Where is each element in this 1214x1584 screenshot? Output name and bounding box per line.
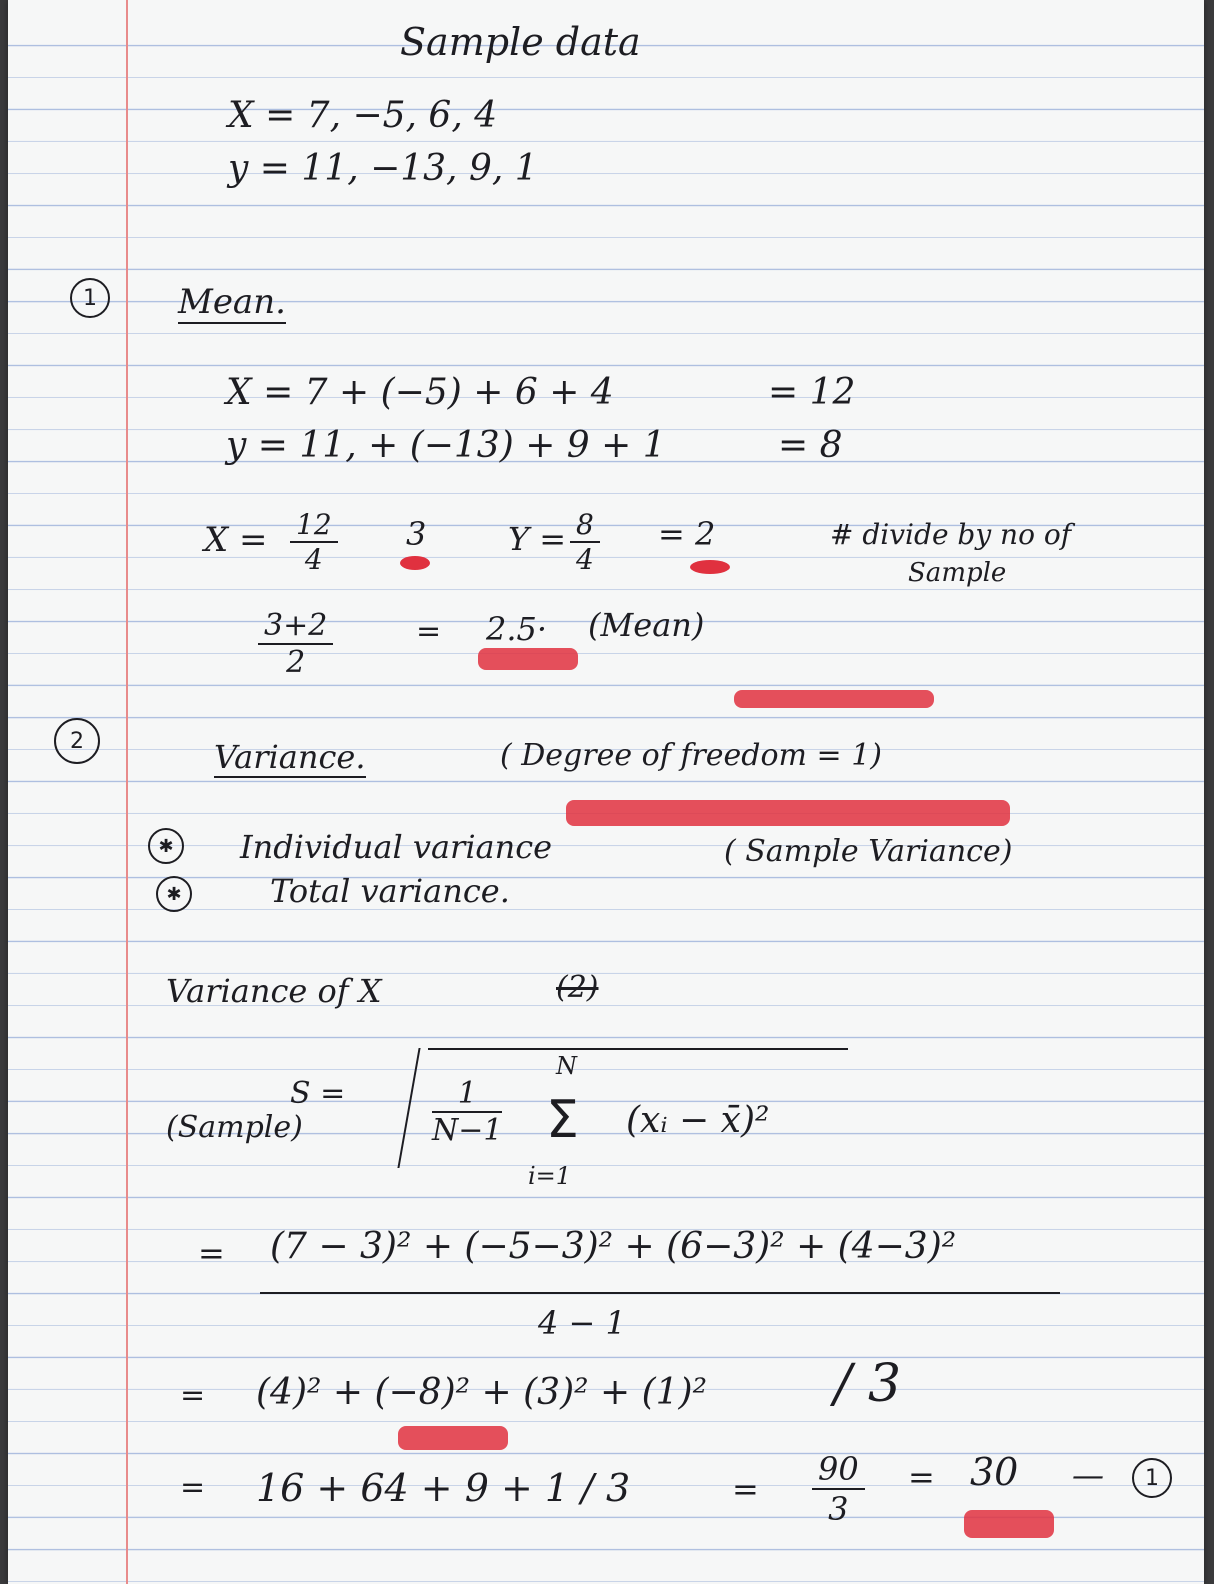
sqrt-stem — [397, 1048, 420, 1168]
step1-fraction-bar — [260, 1292, 1060, 1294]
section-number-2 — [54, 718, 100, 764]
step2-equals: = — [180, 1378, 206, 1413]
step1-numerator: (7 − 3)² + (−5−3)² + (6−3)² + (4−3)² — [270, 1226, 957, 1267]
mean-heading: Mean. — [178, 282, 286, 322]
average-num: 3+2 — [258, 608, 333, 645]
sigma-top: N — [556, 1052, 577, 1080]
formula-frac-num: 1 — [432, 1076, 502, 1113]
formula-frac-den: N−1 — [432, 1113, 503, 1148]
formula-fraction — [432, 1076, 502, 1148]
mean-result-label: (Mean) — [588, 606, 705, 644]
x-data-line: X = 7, −5, 6, 4 — [228, 95, 498, 136]
y-mean-den: 4 — [576, 543, 594, 576]
formula-s-label: S = — [290, 1076, 346, 1111]
x-sum-result: = 12 — [768, 372, 856, 413]
section-number-1 — [70, 278, 110, 318]
step3-expression: 16 + 64 + 9 + 1 / 3 — [256, 1466, 631, 1510]
mean-result: 2.5· — [486, 610, 548, 648]
y-mean-label: Y = — [508, 520, 567, 558]
final-dash: — — [1072, 1456, 1104, 1494]
step3-equals-3: = — [908, 1458, 935, 1496]
step1-equals: = — [198, 1234, 225, 1272]
variance-of-x: Variance of X — [166, 972, 382, 1010]
dof-note: ( Degree of freedom = 1) — [500, 738, 883, 773]
mean-label-highlight — [734, 690, 934, 708]
bullet-1-symbol: ✱ — [158, 835, 174, 857]
equation-ref-1 — [1132, 1458, 1172, 1498]
section-number-1-text: 1 — [83, 285, 97, 311]
x-mean-den: 4 — [304, 543, 323, 576]
x-sum: X = 7 + (−5) + 6 + 4 — [226, 372, 614, 413]
y-mean-highlight — [690, 560, 730, 574]
x-mean-fraction — [290, 508, 338, 576]
crossed-out-note: (2) — [556, 970, 599, 1005]
average-equals: = — [416, 614, 442, 649]
average-den: 2 — [286, 645, 306, 680]
y-mean-num: 8 — [570, 508, 600, 543]
equation-ref-1-text: 1 — [1145, 1465, 1159, 1491]
step2-highlight — [398, 1426, 508, 1450]
formula-sample-label: (Sample) — [166, 1110, 303, 1145]
step1-denominator: 4 − 1 — [538, 1304, 626, 1342]
sigma-symbol: Σ — [546, 1090, 579, 1150]
page-title: Sample data — [400, 20, 641, 64]
bullet-2-icon — [156, 876, 192, 912]
x-mean-num: 12 — [290, 508, 338, 543]
section-number-2-text: 2 — [70, 728, 84, 754]
divide-comment-2: Sample — [908, 558, 1007, 588]
y-sum: y = 11, + (−13) + 9 + 1 — [226, 425, 666, 466]
bullet-individual-variance: Individual variance — [240, 828, 553, 866]
step3-equals: = — [180, 1470, 206, 1505]
step3-equals-2: = — [732, 1470, 759, 1508]
final-num: 90 — [812, 1450, 865, 1490]
margin-line — [126, 0, 128, 1584]
sigma-bottom: i=1 — [528, 1162, 572, 1190]
final-result: 30 — [970, 1450, 1019, 1494]
formula-term: (xᵢ − x̄)² — [626, 1100, 770, 1141]
bullet-total-variance: Total variance. — [270, 872, 510, 910]
final-den: 3 — [828, 1490, 849, 1528]
step2-divide: / 3 — [834, 1354, 902, 1414]
y-mean-fraction — [570, 508, 600, 576]
x-mean-label: X = — [204, 520, 268, 560]
x-mean-highlight — [400, 556, 430, 570]
mean-result-highlight — [478, 648, 578, 670]
step2-expression: (4)² + (−8)² + (3)² + (1)² — [256, 1372, 708, 1413]
final-fraction — [812, 1450, 865, 1528]
y-data-line: y = 11, −13, 9, 1 — [228, 148, 538, 189]
sqrt-overline — [428, 1048, 848, 1050]
divide-comment-1: # divide by no of — [830, 518, 1072, 551]
notebook-page — [8, 0, 1204, 1584]
variance-heading: Variance. — [214, 738, 366, 776]
y-sum-result: = 8 — [778, 425, 843, 466]
y-mean-result: = 2 — [658, 515, 716, 553]
sample-variance-note: ( Sample Variance) — [724, 834, 1013, 869]
bullet-1-icon — [148, 828, 184, 864]
final-result-highlight — [964, 1510, 1054, 1538]
dof-highlight — [566, 800, 1010, 826]
bullet-2-symbol: ✱ — [166, 883, 182, 905]
x-mean-result: 3 — [406, 515, 427, 553]
average-fraction — [258, 608, 333, 680]
